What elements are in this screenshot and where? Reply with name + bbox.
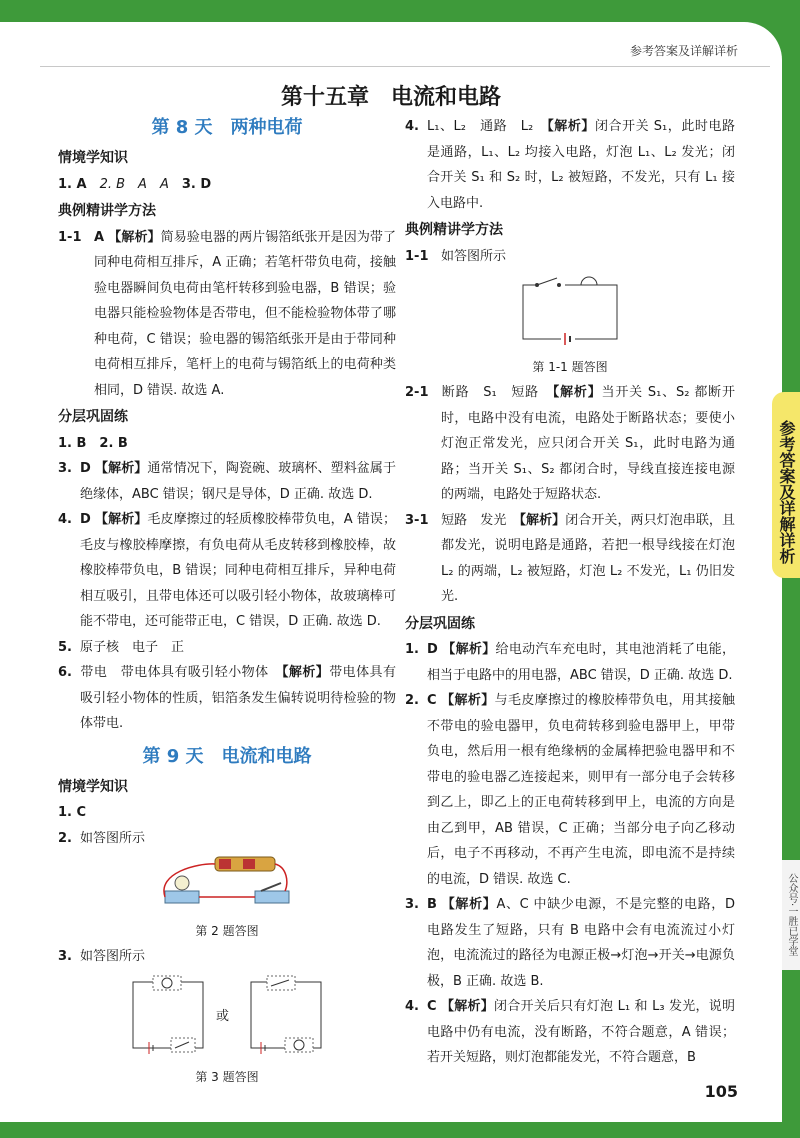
analysis-text: 闭合开关后只有灯泡 L₁ 和 L₃ 发光，说明电路中仍有电流，没有断路，不符合题意，A 错误；若开关短路，则灯泡都能发光，不符合题意，B (427, 999, 735, 1065)
page-number: 105 (704, 1082, 738, 1101)
answer-line-1-2: 1. B 2. B (58, 435, 128, 451)
figure-3 (58, 972, 396, 1066)
analysis-label: 【解析】 (281, 665, 330, 680)
item-number: 5. (58, 639, 72, 655)
answer-1: 1. A (58, 176, 87, 192)
item-answer: D (427, 642, 438, 657)
figure-3-caption: 第 3 题答图 (195, 1070, 259, 1084)
chapter-title: 第十五章 电流和电路 (280, 85, 501, 110)
figure-2 (58, 853, 396, 919)
practice-2 (405, 688, 735, 892)
analysis-text: 带电体具有吸引轻小物体的性质，铝箔条发生偏转说明待检验的物体带电. (80, 665, 396, 731)
item-answer: D (80, 512, 91, 527)
analysis-text: 与毛皮摩擦过的橡胶棒带负电，用其接触不带电的验电器甲，负电荷转移到验电器甲上，甲带负电，然后用一根有绝缘柄的金属棒把验电器甲和不带电的验电器乙连接起来，则甲有一部分电子会转移到乙上，即乙上的正电荷转移到甲上，电流的方向是由乙到甲，AB 错误，C 正确；当部分电子向乙移动后，电子不再移动，不再产生电流，即电流不是持续的电流，D 错误. 故选 C. (427, 693, 735, 887)
analysis-label: 【解析】 (95, 512, 148, 527)
section-heading: 情境学知识 (58, 150, 128, 166)
watermark: 公众号·一胜已学堂 (782, 860, 800, 970)
item-number: 3. (58, 949, 72, 964)
analysis-label: 【解析】 (442, 642, 496, 657)
or-label: 或 (216, 1008, 230, 1024)
example-1-1 (405, 244, 735, 270)
item-number: 4. (405, 999, 419, 1014)
item-answer: 如答图所示 (80, 949, 146, 964)
analysis-text: 闭合开关，两只灯泡串联，且都发光，说明电路是通路，若把一根导线接在灯泡 L₂ 的两端，L₂ 被短路，灯泡 L₂ 不发光，L₁ 仍旧发光. (441, 512, 735, 604)
analysis-label: 【解析】 (440, 999, 494, 1014)
item-answer: B (427, 897, 437, 912)
section-heading: 分层巩固练 (405, 615, 475, 632)
section-heading: 分层巩固练 (58, 409, 128, 425)
practice-5 (58, 635, 396, 661)
practice-3 (405, 892, 735, 994)
item-number: 3-1 (405, 512, 429, 528)
analysis-text: 闭合开关 S₁，此时电路是通路，L₁、L₂ 均接入电路，灯泡 L₁、L₂ 发光；闭合开关 S₁ 和 S₂ 时，L₂ 被短路，不发光，只有 L₁ 接入电路中. (427, 119, 735, 211)
answer-line-1-3 (58, 172, 396, 198)
item-number: 2. (58, 830, 72, 846)
item-answer: 如答图所示 (80, 830, 146, 846)
item-number: 3. (58, 461, 72, 476)
figure-1-1 (405, 271, 735, 355)
figure-1-1-caption: 第 1-1 题答图 (532, 359, 608, 374)
answer-3: 3. D (181, 176, 212, 192)
answer-1: 1. C (58, 805, 87, 820)
item-number: 6. (58, 665, 72, 680)
example-1-1 (58, 225, 396, 404)
left-column (58, 114, 396, 1091)
item-number: 1. (405, 642, 419, 657)
item-answer: 短路 发光 (441, 512, 520, 528)
item-answer: L₁、L₂ 通路 L₂ (427, 119, 548, 134)
item-answer: A (94, 229, 105, 245)
practice-1 (405, 637, 735, 688)
example-2-1 (405, 380, 735, 508)
item-answer: 带电 带电体具有吸引轻小物体 (80, 665, 282, 680)
figure-2-caption: 第 2 题答图 (195, 923, 259, 938)
question-2 (58, 826, 396, 852)
analysis-text: 当开关 S₁、S₂ 都断开时，电路中没有电流，电路处于断路状态；要使小灯泡正常发光，应只闭合开关 S₁，此时电路为通路；当开关 S₁、S₂ 都闭合时，导线直接连接电源的两端，电路处于短路状态. (441, 385, 735, 502)
analysis-text: 毛皮摩擦过的轻质橡胶棒带负电，A 错误；毛皮与橡胶棒摩擦，有负电荷从毛皮转移到橡胶棒，故橡胶棒带负电，B 错误；同种电荷相互排斥，异种电荷相互吸引，且带电体还可以吸引轻小物体，故玻璃棒可能不带电，还可能带正电，C 错误，D 正确. 故选 D. (80, 512, 396, 629)
analysis-label: 【解析】 (547, 119, 595, 134)
analysis-label: 【解析】 (108, 229, 161, 245)
practice-4 (405, 994, 735, 1071)
item-answer: D (80, 461, 91, 476)
day9-title: 第 9 天 电流和电路 (142, 745, 312, 767)
item-number: 4. (58, 512, 72, 527)
side-tab: 参考答案及详解详析 (772, 392, 800, 578)
item-number: 2-1 (405, 385, 429, 400)
analysis-label: 【解析】 (519, 512, 566, 528)
item-answer: 原子核 电子 正 (80, 639, 185, 655)
analysis-text: A、C 中缺少电源，不是完整的电路，D 电路发生了短路，只有 B 电路中会有电流流过小灯泡，电流流过的路径为电源正极→灯泡→开关→电源负极，B 正确. 故选 B. (427, 897, 735, 989)
question-4 (405, 114, 735, 216)
item-answer: 断路 S₁ 短路 (441, 385, 553, 400)
running-header: 参考答案及详解详析 (629, 44, 738, 58)
analysis-text: 通常情况下，陶瓷碗、玻璃杯、塑料盆属于绝缘体，ABC 错误；钢尺是导体，D 正确. 故选 D. (80, 461, 396, 502)
header-divider (40, 66, 770, 67)
item-number: 1-1 (58, 229, 82, 245)
item-answer: C (427, 999, 437, 1014)
item-answer: C (427, 693, 437, 708)
question-3 (58, 944, 396, 970)
item-number: 1-1 (405, 248, 429, 264)
practice-4 (58, 507, 396, 635)
series-circuit-diagram (515, 271, 625, 345)
section-heading: 情境学知识 (58, 778, 128, 795)
analysis-label: 【解析】 (95, 461, 148, 476)
analysis-text: 简易验电器的两片锡箔纸张开是因为带了同种电荷相互排斥，A 正确；若笔杆带负电荷，接触验电器瞬间负电荷由笔杆转移到验电器，B 错误；验电器只能检验物体是否带电，但不能检验物体带了哪种电荷，C 错误；验电器的锡箔纸张开是由于带同种电荷相互排斥，笔杆上的电荷与锡箔纸上的电荷种类相同，D 错误. 故选 A. (94, 229, 396, 398)
item-answer: 如答图所示 (441, 248, 507, 264)
item-number: 4. (405, 119, 419, 134)
physical-circuit-diagram (157, 853, 297, 909)
analysis-text: 给电动汽车充电时，其电池消耗了电能，相当于电路中的用电器，ABC 错误，D 正确. 故选 D. (427, 642, 735, 683)
practice-6 (58, 660, 396, 737)
section-heading: 典例精讲学方法 (405, 222, 503, 238)
answer-2: 2. B A A (99, 176, 182, 192)
section-heading: 典例精讲学方法 (58, 203, 156, 219)
analysis-label: 【解析】 (441, 897, 497, 912)
item-number: 2. (405, 693, 419, 708)
right-column (405, 114, 735, 1071)
analysis-label: 【解析】 (441, 693, 495, 708)
analysis-label: 【解析】 (552, 385, 602, 400)
example-3-1 (405, 508, 735, 610)
practice-3 (58, 456, 396, 507)
day8-title: 第 8 天 两种电荷 (151, 117, 303, 138)
item-number: 3. (405, 897, 419, 912)
